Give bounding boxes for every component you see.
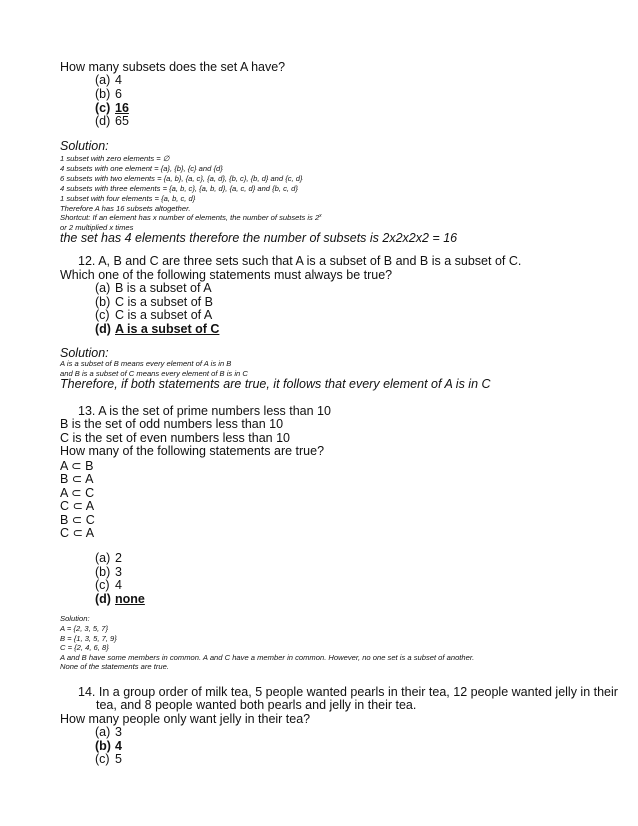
- q11-solution-line: 4 subsets with three elements = {a, b, c}, {a, b, d}, {a, c, d} and {b, c, d}: [60, 184, 298, 193]
- q13-solution-line: B = {1, 3, 5, 7, 9}: [60, 634, 117, 643]
- q11-solution-shortcut: Shortcut: If an element has x number of elements, the number of subsets is 2$^x$: [60, 213, 322, 222]
- q13-statement: C ⊂ A: [60, 526, 95, 540]
- q12-option-a: (a) B is a subset of A: [95, 281, 212, 295]
- q13-solution-heading: Solution:: [60, 614, 90, 623]
- q12-conclusion: Therefore, if both statements are true, it follows that every element of A is in C: [60, 377, 491, 391]
- q14-option-b-answer: (b) 4: [95, 739, 122, 753]
- q11-solution-heading: Solution:: [60, 139, 109, 153]
- q13-statement: B ⊂ A: [60, 472, 94, 486]
- q13-question-line1: 13. A is the set of prime numbers less than 10: [78, 404, 331, 418]
- q14-question-line3: How many people only want jelly in their tea?: [60, 712, 311, 726]
- q11-question: How many subsets does the set A have?: [60, 60, 286, 74]
- q12-solution-line: A is a subset of B means every element of A is in B: [60, 359, 232, 368]
- q13-solution-line: C = {2, 4, 6, 8}: [60, 643, 109, 652]
- q11-option-d: (d) 65: [95, 114, 129, 128]
- q13-question-line: B is the set of odd numbers less than 10: [60, 417, 284, 431]
- q12-solution-line: and B is a subset of C means every element of B is in C: [60, 369, 248, 378]
- q13-solution-line: A and B have some members in common. A and C have a member in common. However, no one set is a subset of another.: [60, 653, 475, 662]
- q14-question-line1: 14. In a group order of milk tea, 5 people wanted pearls in their tea, 12 people wanted jelly in their: [78, 685, 618, 699]
- q13-statement: B ⊂ C: [60, 513, 95, 527]
- q13-solution-line: A = {2, 3, 5, 7}: [60, 624, 109, 633]
- q12-question-line1: 12. A, B and C are three sets such that A is a subset of B and B is a subset of C.: [78, 254, 522, 268]
- q12-solution-heading: Solution:: [60, 346, 109, 360]
- q13-statement: C ⊂ A: [60, 499, 95, 513]
- q12-option-d-answer: (d) A is a subset of C: [95, 322, 220, 336]
- q11-solution-line: 1 subset with zero elements = ∅: [60, 154, 170, 163]
- q11-solution-line: or 2 multiplied x times: [60, 223, 134, 232]
- q14-option-a: (a) 3: [95, 725, 122, 739]
- q11-solution-line: 1 subset with four elements = {a, b, c, d}: [60, 194, 196, 203]
- q11-option-b: (b) 6: [95, 87, 122, 101]
- q13-option-b: (b) 3: [95, 565, 122, 579]
- q14-option-c: (c) 5: [95, 752, 122, 766]
- q13-statement: A ⊂ C: [60, 486, 95, 500]
- q12-question-line2: Which one of the following statements must always be true?: [60, 268, 393, 282]
- q11-solution-line: 6 subsets with two elements = {a, b}, {a, c}, {a, d}, {b, c}, {b, d} and {c, d}: [60, 174, 303, 183]
- q13-question-line: C is the set of even numbers less than 10: [60, 431, 290, 445]
- q14-question-line2: tea, and 8 people wanted both pearls and jelly in their tea.: [96, 698, 417, 712]
- q12-option-b: (b) C is a subset of B: [95, 295, 213, 309]
- q13-option-a: (a) 2: [95, 551, 122, 565]
- q11-solution-line: Therefore A has 16 subsets altogether.: [60, 204, 191, 213]
- q13-option-d-answer: (d) none: [95, 592, 145, 606]
- q13-question-line: How many of the following statements are true?: [60, 444, 325, 458]
- q13-option-c: (c) 4: [95, 578, 122, 592]
- q11-option-c-answer: (c) 16: [95, 101, 129, 115]
- q11-solution-line: 4 subsets with one element = {a}, {b}, {c} and {d}: [60, 164, 223, 173]
- q13-solution-line: None of the statements are true.: [60, 662, 169, 671]
- q11-option-a: (a) 4: [95, 73, 122, 87]
- q11-conclusion: the set has 4 elements therefore the number of subsets is 2x2x2x2 = 16: [60, 231, 458, 245]
- q13-statement: A ⊂ B: [60, 459, 94, 473]
- q12-option-c: (c) C is a subset of A: [95, 308, 213, 322]
